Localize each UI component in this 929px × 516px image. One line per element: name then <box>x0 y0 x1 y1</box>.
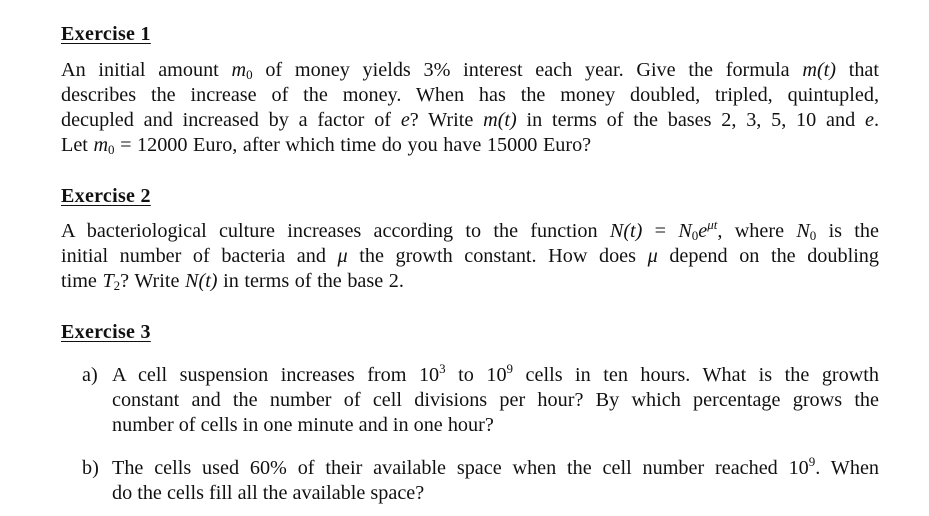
text-line: constant and the number of cell divisions per hour? By which percentage grows the <box>112 389 879 411</box>
text-line: describes the increase of the money. When has the money doubled, tripled, quintupled, <box>61 84 879 106</box>
text-line: The cells used 60% of their available space when the cell number reached $10^9$. When <box>112 454 879 479</box>
text-line: decupled and increased by a factor of e? Write m(t) in terms of the bases 2, 3, 5, 10 and e. <box>61 109 879 131</box>
part-b-label: b) <box>82 457 99 479</box>
math-symbol: N <box>796 220 810 242</box>
math-symbol: m(t) <box>802 59 836 81</box>
text-line: Let $m_0 = 12000$ Euro, after which time do you have 15000 Euro? <box>61 134 592 157</box>
math-symbol: m <box>231 59 247 81</box>
math-symbol: e <box>698 220 708 242</box>
text-line: do the cells fill all the available space? <box>112 482 425 504</box>
exercise-2-heading: Exercise 2 <box>61 185 151 207</box>
math-symbol: m <box>93 134 109 156</box>
text-line: A bacteriological culture increases according to the function $N(t) = N_0e^{\mu t}$, where $N_0$ is the <box>61 217 879 243</box>
text-line: A cell suspension increases from $10^3$ to $10^9$ cells in ten hours. What is the growth <box>112 361 880 386</box>
math-symbol: m(t) <box>483 109 517 131</box>
exercise-2-text <box>61 219 879 294</box>
math-symbol: e <box>864 109 874 131</box>
text-line: An initial amount $m_0$ of money yields 3% interest each year. Give the formula m(t) that <box>61 59 879 82</box>
text-line: number of cells in one minute and in one hour? <box>112 414 494 436</box>
exercise-1-heading: Exercise 1 <box>61 23 151 45</box>
math-symbol: N <box>678 220 692 242</box>
part-a-label: a) <box>82 364 98 386</box>
part-b-text <box>112 456 879 506</box>
math-symbol: e <box>400 109 410 131</box>
part-a-text <box>112 363 879 438</box>
math-symbol: μ <box>647 245 658 267</box>
math-symbol: μ <box>337 245 348 267</box>
exercise-1-text <box>61 58 879 158</box>
text-line: initial number of bacteria and μ the growth constant. How does μ depend on the doubling <box>61 245 879 267</box>
math-symbol: N(t) <box>185 270 218 292</box>
exercise-3-heading: Exercise 3 <box>61 321 151 343</box>
math-symbol: N(t) <box>609 220 643 242</box>
text-line: time $T_2$? Write N(t) in terms of the base 2. <box>61 270 404 293</box>
math-symbol: T <box>102 270 114 292</box>
